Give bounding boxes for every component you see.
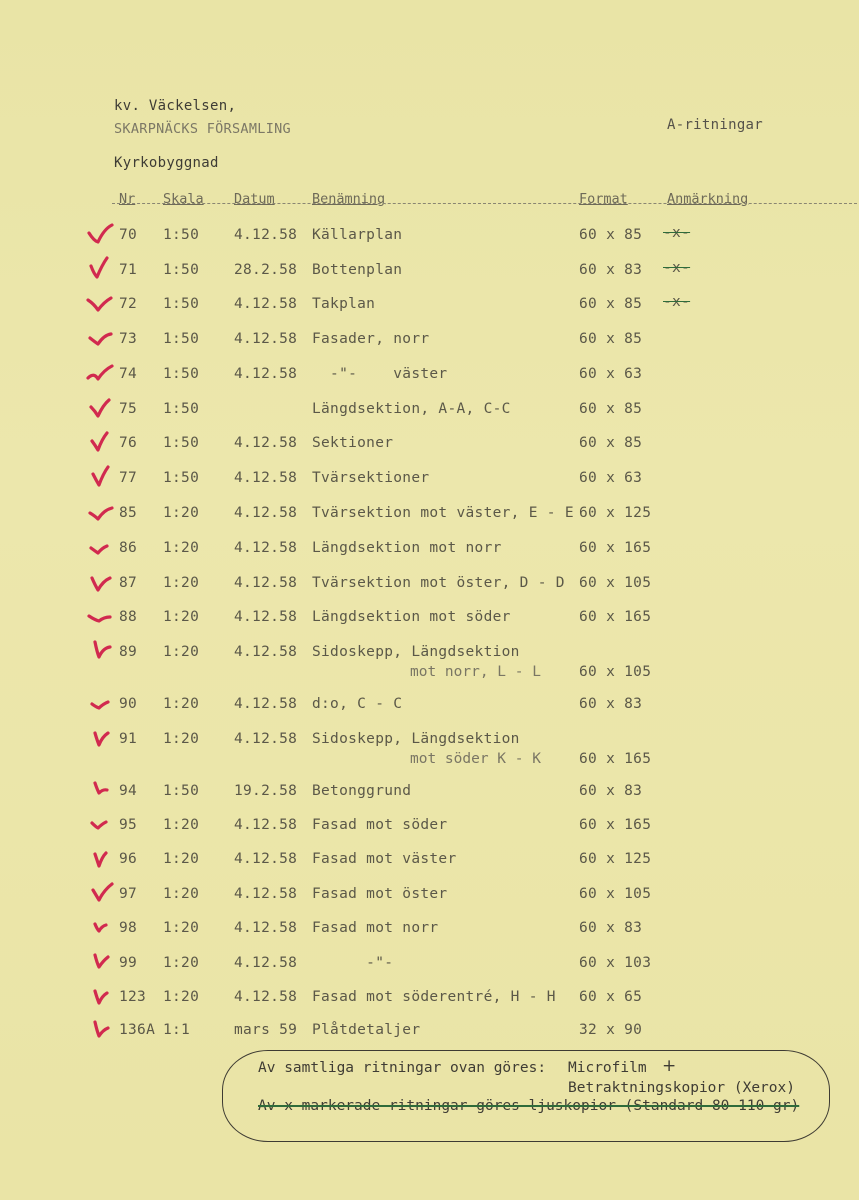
row-skala: 1:50	[163, 366, 200, 382]
table-row	[0, 696, 859, 716]
table-row	[0, 1022, 859, 1042]
row-skala: 1:20	[163, 575, 200, 591]
row-nr: 76	[119, 435, 138, 451]
row-benamning: -"- väster	[312, 366, 448, 382]
row-format: 60 x 85	[579, 401, 643, 417]
col-header-anmarkning: Anmärkning	[667, 191, 749, 207]
checkmark-icon	[86, 811, 114, 839]
row-benamning: Fasad mot söderentré, H - H	[312, 989, 556, 1005]
row-skala: 1:20	[163, 540, 200, 556]
project-name: Kyrkobyggnad	[114, 155, 219, 171]
row-skala: 1:20	[163, 644, 200, 660]
row-format: 60 x 83	[579, 696, 643, 712]
row-nr: 77	[119, 470, 138, 486]
checkmark-icon	[86, 914, 114, 942]
row-benamning: Betonggrund	[312, 783, 412, 799]
row-benamning: Längdsektion, A-A, C-C	[312, 401, 511, 417]
table-row	[0, 955, 859, 975]
row-skala: 1:20	[163, 886, 200, 902]
checkmark-icon	[86, 845, 114, 873]
row-datum: 4.12.58	[234, 989, 298, 1005]
row-anmarkning: -x-	[663, 225, 691, 241]
col-header-format: Format	[579, 191, 628, 207]
checkmark-icon	[86, 429, 114, 457]
row-datum: 19.2.58	[234, 783, 298, 799]
note-option-microfilm: Microfilm	[568, 1060, 647, 1076]
checkmark-icon	[86, 256, 114, 284]
row-datum: 4.12.58	[234, 435, 298, 451]
row-datum: 4.12.58	[234, 470, 298, 486]
table-row	[0, 731, 859, 767]
checkmark-icon	[86, 534, 114, 562]
table-row	[0, 331, 859, 351]
row-format: 60 x 103	[579, 955, 652, 971]
row-skala: 1:50	[163, 435, 200, 451]
checkmark-icon	[86, 290, 114, 318]
row-skala: 1:50	[163, 783, 200, 799]
row-nr: 98	[119, 920, 138, 936]
col-header-skala: Skala	[163, 191, 204, 207]
checkmark-icon	[86, 221, 114, 249]
row-nr: 85	[119, 505, 138, 521]
drawing-category: A-ritningar	[667, 117, 764, 133]
row-benamning: Fasad mot norr	[312, 920, 439, 936]
row-skala: 1:20	[163, 696, 200, 712]
row-format: 60 x 85	[579, 435, 643, 451]
row-skala: 1:20	[163, 920, 200, 936]
col-header-nr: Nr	[119, 191, 136, 207]
row-format: 60 x 125	[579, 505, 652, 521]
row-benamning: Sidoskepp, Längdsektion	[312, 644, 520, 660]
table-row	[0, 296, 859, 316]
table-row	[0, 401, 859, 421]
row-format: 60 x 165	[579, 817, 652, 833]
table-row	[0, 575, 859, 595]
table-row	[0, 470, 859, 490]
row-benamning: Plåtdetaljer	[312, 1022, 421, 1038]
note-line-1: Av samtliga ritningar ovan göres:	[258, 1060, 547, 1076]
row-skala: 1:20	[163, 505, 200, 521]
row-nr: 123	[119, 989, 147, 1005]
checkmark-icon	[86, 949, 114, 977]
row-benamning: Tvärsektion mot öster, D - D	[312, 575, 565, 591]
row-skala: 1:50	[163, 262, 200, 278]
header-rule	[112, 203, 857, 204]
row-format: 60 x 85	[579, 331, 643, 347]
row-benamning: Takplan	[312, 296, 376, 312]
row-nr: 91	[119, 731, 138, 747]
row-skala: 1:20	[163, 609, 200, 625]
checkmark-icon	[86, 603, 114, 631]
row-nr: 136A	[119, 1022, 156, 1038]
row-format: 60 x 165	[579, 751, 652, 767]
checkmark-icon	[86, 1016, 114, 1044]
table-row	[0, 886, 859, 906]
checkmark-icon	[86, 638, 114, 666]
row-datum: 4.12.58	[234, 696, 298, 712]
row-benamning: Längdsektion mot norr	[312, 540, 502, 556]
row-skala: 1:1	[163, 1022, 191, 1038]
row-skala: 1:50	[163, 401, 200, 417]
row-format: 32 x 90	[579, 1022, 643, 1038]
row-format: 60 x 165	[579, 609, 652, 625]
row-datum: 4.12.58	[234, 817, 298, 833]
table-row	[0, 262, 859, 282]
row-anmarkning: -x-	[663, 294, 691, 310]
row-nr: 72	[119, 296, 138, 312]
row-datum: mars 59	[234, 1022, 298, 1038]
table-row	[0, 644, 859, 680]
row-benamning-cont: mot söder K - K	[410, 751, 541, 767]
row-nr: 86	[119, 540, 138, 556]
row-nr: 73	[119, 331, 138, 347]
row-datum: 4.12.58	[234, 609, 298, 625]
row-format: 60 x 105	[579, 664, 652, 680]
note-line-struck: Av x-markerade ritningar göres ljuskopior (Standard 80-110 gr)	[258, 1098, 800, 1114]
row-benamning: Tvärsektion mot väster, E - E	[312, 505, 574, 521]
row-nr: 70	[119, 227, 138, 243]
row-skala: 1:20	[163, 731, 200, 747]
row-skala: 1:50	[163, 227, 200, 243]
checkmark-icon	[86, 690, 114, 718]
table-row	[0, 366, 859, 386]
row-benamning: d:o, C - C	[312, 696, 403, 712]
table-row	[0, 920, 859, 940]
note-option-xerox: Betraktningskopior (Xerox)	[568, 1080, 795, 1096]
row-nr: 89	[119, 644, 138, 660]
row-nr: 90	[119, 696, 138, 712]
table-row	[0, 540, 859, 560]
row-benamning: Bottenplan	[312, 262, 403, 278]
checkmark-icon	[86, 880, 114, 908]
note-option-mark: +	[662, 1056, 677, 1076]
row-benamning: Längdsektion mot söder	[312, 609, 511, 625]
row-datum: 4.12.58	[234, 331, 298, 347]
table-row	[0, 783, 859, 803]
row-datum: 4.12.58	[234, 955, 298, 971]
row-datum: 4.12.58	[234, 886, 298, 902]
checkmark-icon	[86, 464, 114, 492]
table-row	[0, 851, 859, 871]
checkmark-icon	[86, 395, 114, 423]
row-format: 60 x 63	[579, 366, 643, 382]
row-format: 60 x 125	[579, 851, 652, 867]
table-row	[0, 227, 859, 247]
table-row	[0, 817, 859, 837]
row-datum: 4.12.58	[234, 575, 298, 591]
row-benamning: -"-	[312, 955, 394, 971]
row-format: 60 x 83	[579, 920, 643, 936]
row-nr: 74	[119, 366, 138, 382]
row-datum: 4.12.58	[234, 505, 298, 521]
parish-name: SKARPNÄCKS FÖRSAMLING	[114, 121, 291, 137]
table-row	[0, 609, 859, 629]
row-benamning: Fasad mot väster	[312, 851, 457, 867]
row-format: 60 x 83	[579, 262, 643, 278]
row-format: 60 x 105	[579, 575, 652, 591]
row-benamning: Sektioner	[312, 435, 394, 451]
row-datum: 4.12.58	[234, 296, 298, 312]
row-benamning: Källarplan	[312, 227, 403, 243]
row-benamning-cont: mot norr, L - L	[410, 664, 541, 680]
row-nr: 75	[119, 401, 138, 417]
row-format: 60 x 165	[579, 540, 652, 556]
row-skala: 1:50	[163, 331, 200, 347]
row-datum: 4.12.58	[234, 731, 298, 747]
row-nr: 96	[119, 851, 138, 867]
row-benamning: Sidoskepp, Längdsektion	[312, 731, 520, 747]
row-skala: 1:50	[163, 470, 200, 486]
row-datum: 28.2.58	[234, 262, 298, 278]
row-skala: 1:20	[163, 989, 200, 1005]
row-datum: 4.12.58	[234, 920, 298, 936]
col-header-datum: Datum	[234, 191, 275, 207]
row-format: 60 x 105	[579, 886, 652, 902]
row-datum: 4.12.58	[234, 644, 298, 660]
row-datum: 4.12.58	[234, 366, 298, 382]
checkmark-icon	[86, 360, 114, 388]
row-nr: 87	[119, 575, 138, 591]
row-format: 60 x 85	[579, 227, 643, 243]
row-skala: 1:20	[163, 817, 200, 833]
row-nr: 99	[119, 955, 138, 971]
row-datum: 4.12.58	[234, 851, 298, 867]
row-datum: 4.12.58	[234, 540, 298, 556]
col-header-benamning: Benämning	[312, 191, 386, 207]
row-nr: 88	[119, 609, 138, 625]
checkmark-icon	[86, 725, 114, 753]
checkmark-icon	[86, 777, 114, 805]
row-benamning: Tvärsektioner	[312, 470, 430, 486]
block-name: kv. Väckelsen,	[114, 98, 237, 114]
row-skala: 1:20	[163, 955, 200, 971]
row-nr: 95	[119, 817, 138, 833]
row-benamning: Fasad mot öster	[312, 886, 448, 902]
row-skala: 1:50	[163, 296, 200, 312]
row-datum: 4.12.58	[234, 227, 298, 243]
row-skala: 1:20	[163, 851, 200, 867]
checkmark-icon	[86, 569, 114, 597]
row-nr: 94	[119, 783, 138, 799]
checkmark-icon	[86, 499, 114, 527]
row-format: 60 x 65	[579, 989, 643, 1005]
row-format: 60 x 85	[579, 296, 643, 312]
table-row	[0, 989, 859, 1009]
checkmark-icon	[86, 325, 114, 353]
table-row	[0, 505, 859, 525]
row-benamning: Fasader, norr	[312, 331, 430, 347]
row-format: 60 x 83	[579, 783, 643, 799]
row-nr: 97	[119, 886, 138, 902]
checkmark-icon	[86, 983, 114, 1011]
row-benamning: Fasad mot söder	[312, 817, 448, 833]
row-nr: 71	[119, 262, 138, 278]
table-row	[0, 435, 859, 455]
row-anmarkning: -x-	[663, 260, 691, 276]
row-format: 60 x 63	[579, 470, 643, 486]
